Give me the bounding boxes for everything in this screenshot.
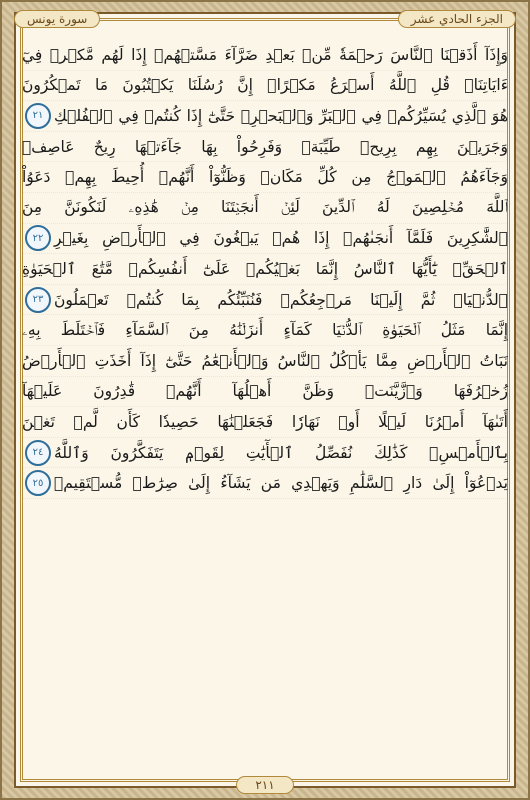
verse-text: نَبَاتُ ٱلۡأَرۡضِ مِمَّا يَأۡكُلُ ٱلنَّاسُ وَٱلۡأَنۡعَٰمُ حَتَّىٰٓ إِذَآ أَخَذَتِ ٱلۡأَرۡضُ (22, 351, 508, 370)
text-line (22, 407, 508, 438)
quran-text (22, 40, 508, 766)
text-line (22, 438, 508, 469)
verse-text: وَجَرَيۡنَ بِهِم بِرِيحٖ طَيِّبَةٖ وَفَرِحُواْ بِهَا جَآءَتۡهَا رِيحٌ عَاصِفٞ (22, 137, 508, 156)
verse-text: ٱلشَّٰكِرِينَ فَلَمَّآ أَنجَىٰهُمۡ إِذَا هُمۡ يَبۡغُونَ فِي ٱلۡأَرۡضِ بِغَيۡرِ (54, 229, 508, 248)
ayah-marker: ٢٢ (25, 225, 51, 251)
verse-text: ءَايَاتِنَاۚ قُلِ ٱللَّهُ أَسۡرَعُ مَكۡرًاۚ إِنَّ رُسُلَنَا يَكۡتُبُونَ مَا تَمۡكُرُونَ (22, 76, 508, 95)
verse-text: هُوَ ٱلَّذِي يُسَيِّرُكُمۡ فِي ٱلۡبَرِّ وَٱلۡبَحۡرِۖ حَتَّىٰٓ إِذَا كُنتُمۡ فِي ٱلۡفُلۡكِ (54, 106, 508, 125)
text-line (22, 315, 508, 346)
ayah-marker: ٢٣ (25, 287, 51, 313)
ayah-marker: ٢١ (25, 103, 51, 129)
text-line (22, 285, 508, 316)
text-line (22, 40, 508, 71)
text-line (22, 377, 508, 408)
ayah-marker: ٢٤ (25, 440, 51, 466)
text-line (22, 254, 508, 285)
text-line (22, 101, 508, 132)
text-line (22, 193, 508, 224)
page-footer (0, 776, 530, 794)
verse-text: ٱللَّهَ مُخۡلِصِينَ لَهُ ٱلدِّينَ لَئِنۡ أَنجَيۡتَنَا مِنۡ هَٰذِهِۦ لَنَكُونَنَّ مِنَ (22, 198, 508, 217)
verse-text: بِٱلۡأَمۡسِۚ كَذَٰلِكَ نُفَصِّلُ ٱلۡأٓيَٰتِ لِقَوۡمٖ يَتَفَكَّرُونَ وَٱللَّهُ (54, 443, 508, 462)
verse-text: أَتَىٰهَآ أَمۡرُنَا لَيۡلًا أَوۡ نَهَارٗا فَجَعَلۡنَٰهَا حَصِيدٗا كَأَن لَّمۡ تَغۡنَ (22, 412, 508, 431)
text-line (22, 71, 508, 102)
text-line (22, 346, 508, 377)
page-header (14, 8, 516, 30)
text-line (22, 162, 508, 193)
text-line (22, 468, 508, 499)
verse-text: وَإِذَآ أَذَقۡنَا ٱلنَّاسَ رَحۡمَةٗ مِّنۢ بَعۡدِ ضَرَّآءَ مَسَّتۡهُمۡ إِذَا لَهُم مَّكۡرٞ فِيٓ (22, 45, 508, 64)
page-number: ٢١١ (236, 776, 293, 794)
verse-text: زُخۡرُفَهَا وَٱزَّيَّنَتۡ وَظَنَّ أَهۡلُهَآ أَنَّهُمۡ قَٰدِرُونَ عَلَيۡهَآ (22, 382, 508, 401)
text-line (22, 224, 508, 255)
verse-text: يَدۡعُوٓاْ إِلَىٰ دَارِ ٱلسَّلَٰمِ وَيَهۡدِي مَن يَشَآءُ إِلَىٰ صِرَٰطٖ مُّسۡتَقِيمٖ (54, 474, 508, 493)
verse-text: ٱلدُّنۡيَاۖ ثُمَّ إِلَيۡنَا مَرۡجِعُكُمۡ فَنُنَبِّئُكُم بِمَا كُنتُمۡ تَعۡمَلُونَ (54, 290, 508, 309)
verse-text: وَجَآءَهُمُ ٱلۡمَوۡجُ مِن كُلِّ مَكَانٖ وَظَنُّوٓاْ أَنَّهُمۡ أُحِيطَ بِهِمۡ دَعَوُاْ (22, 168, 508, 187)
text-line (22, 132, 508, 163)
verse-text: إِنَّمَا مَثَلُ ٱلۡحَيَوٰةِ ٱلدُّنۡيَا كَمَآءٍ أَنزَلۡنَٰهُ مِنَ ٱلسَّمَآءِ فَٱخۡتَلَطَ بِهِۦ (22, 320, 508, 339)
ayah-marker: ٢٥ (25, 470, 51, 496)
juz-name: الجزء الحادي عشر (398, 10, 516, 28)
surah-name: سورة يونس (14, 10, 100, 28)
verse-text: ٱلۡحَقِّۗ يَٰٓأَيُّهَا ٱلنَّاسُ إِنَّمَا بَغۡيُكُمۡ عَلَىٰٓ أَنفُسِكُمۖ مَّتَٰعَ ٱلۡحَيَوٰةِ (22, 259, 508, 278)
